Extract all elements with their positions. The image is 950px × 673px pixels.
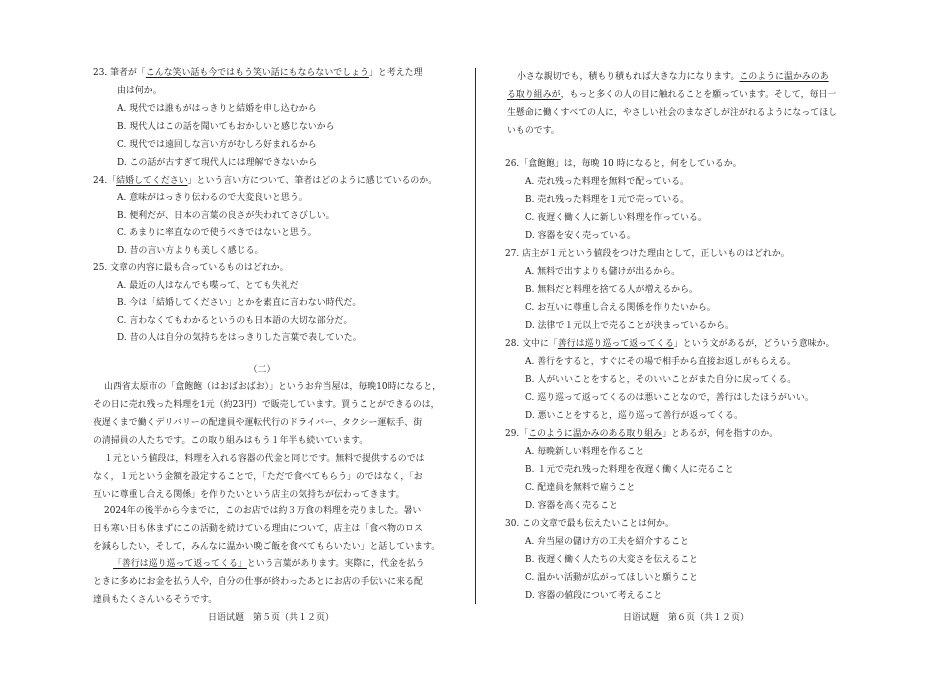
- passage-cont-line-1: 小さな親切でも，積もり積もれば大きな力になります。このように温かみのあ: [517, 72, 829, 82]
- question-29-quote: このように温かみのある取り組み: [528, 429, 663, 439]
- question-25-stem: 25. 文章の内容に最も合っているものはどれか。: [93, 263, 289, 273]
- question-29-option-a: A. 毎晩新しい料理を作ること: [525, 447, 645, 457]
- question-23-stem: 23. 筆者が「こんな笑い話も今ではもう笑い話にもならないでしょう」と考えた理: [93, 68, 423, 78]
- passage-cont-line-4: いものです。: [507, 126, 560, 136]
- question-30-option-c: C. 温かい活動が広がってほしいと願うこと: [525, 573, 698, 583]
- question-23-option-d: D. この話が古すぎて現代人には理解できないから: [117, 158, 318, 168]
- question-24-option-d: D. 昔の言い方よりも美しく感じる。: [117, 246, 264, 256]
- question-25-option-c: C. 言わなくてもわかるというのも日本語の大切な部分だ。: [117, 316, 353, 326]
- question-25-option-b: B. 今は「結婚してください」とかを素直に言わない時代だ。: [117, 298, 362, 308]
- question-25-option-d: D. 昔の人は自分の気持ちをはっきりした言葉で表していた。: [117, 333, 362, 343]
- passage-cont-line-2: る取り組みが，もっと多くの人の目に触れることを願っています。そして，毎日一: [507, 90, 837, 100]
- passage-line-13: 達員もたくさんいるそうです。: [93, 595, 218, 605]
- question-30-stem: 30. この文章で最も伝えたいことは何か。: [505, 519, 674, 529]
- question-29-stem: 29.「このように温かみのある取り組み」とあるが，何を指すのか。: [505, 429, 779, 439]
- question-24-option-c: C. あまりに率直なので使うべきではないと思う。: [117, 228, 317, 238]
- question-29-option-d: D. 容器を高く売ること: [525, 501, 618, 511]
- question-26-option-b: B. 売れ残った料理を１元で売っている。: [525, 195, 690, 205]
- question-23-option-c: C. 現代では遠回しな言い方がむしろ好まれるから: [117, 140, 317, 150]
- passage-line-7: 互いに尊重し合える関係」を作りたいという店主の気持ちが伝わってきます。: [93, 490, 405, 500]
- question-28-option-d: D. 悪いことをすると，巡り巡って善行が返ってくる。: [525, 411, 743, 421]
- passage-highlight-1: このように温かみのあ: [739, 72, 829, 82]
- question-27-option-d: D. 法律で１元以上で売ることが決まっているから。: [525, 321, 734, 331]
- question-28-option-b: B. 人がいいことをすると，そのいいことがまた自分に戻ってくる。: [525, 375, 797, 385]
- question-26-option-d: D. 容器を安く売っている。: [525, 231, 636, 241]
- question-29-option-b: B. １元で売れ残った料理を夜遅く働く人に売ること: [525, 465, 734, 475]
- passage-proverb: 「善行は巡り巡って返ってくる」: [113, 559, 247, 569]
- question-30-option-d: D. 容器の値段について考えること: [525, 591, 663, 601]
- question-27-option-a: A. 無料で出すよりも儲けが出るから。: [525, 267, 680, 277]
- passage-line-6: なく，１元という金額を設定することで，「ただで食べてもらう」のではなく，「お: [93, 472, 423, 482]
- question-24-quote: 結婚してください: [116, 176, 188, 186]
- question-30-option-b: B. 夜遅く働く人たちの大変さを伝えること: [525, 555, 698, 565]
- question-27-option-c: C. お互いに尊重し合える関係を作りたいから。: [525, 303, 716, 313]
- question-24-option-b: B. 便利だが、日本の言葉の良さが失われてさびしい。: [117, 211, 335, 221]
- page-footer-right: 日语试题 第６页（共１２页）: [623, 613, 750, 623]
- question-27-option-b: B. 無料だと料理を捨てる人が増えるから。: [525, 285, 698, 295]
- passage-line-12: ときに多めにお金を払う人や，自分の仕事が終わったあとにお店の手伝いに来る配: [93, 577, 423, 587]
- question-28-option-a: A. 善行をすると，すぐにその場で相手から直接お返しがもらえる。: [525, 357, 797, 367]
- question-26-stem: 26.「盒飽飽」は，毎晩 10 時になると，何をしているか。: [505, 159, 742, 169]
- question-30-option-a: A. 弁当屋の儲け方の工夫を紹介すること: [525, 537, 689, 547]
- passage-line-10: を減らしたい，そして，みんなに温かい晩ご飯を食べてもらいたい」と話しています。: [93, 542, 441, 552]
- passage-line-11: 「善行は巡り巡って返ってくる」という言葉があります。実際に，代金を払う: [113, 559, 425, 569]
- question-26-option-c: C. 夜遅く働く人に新しい料理を作っている。: [525, 213, 707, 223]
- passage-line-9: 日も寒い日も休まずにこの活動を続けている理由について，店主は「食べ物のロス: [93, 524, 423, 534]
- question-29-option-c: C. 配達員を無料で雇うこと: [525, 483, 636, 493]
- question-28-quote: 善行は巡り巡って返ってくる: [557, 339, 674, 349]
- question-28-option-c: C. 巡り巡って返ってくるのは悪いことなので，善行はしたほうがいい。: [525, 393, 814, 403]
- passage-highlight-2: る取り組みが: [507, 90, 561, 100]
- question-24-stem: 24.「結婚してください」という言い方について、筆者はどのように感じているのか。: [93, 176, 438, 186]
- question-28-stem: 28. 文中に「善行は巡り巡って返ってくる」という文があるが，どういう意味か。: [505, 339, 835, 349]
- passage-line-2: その日に売れ残った料理を1元（約23円）で販売しています。買うことができるのは，: [93, 400, 440, 410]
- passage-line-5: １元という値段は，料理を入れる容器の代金と同じです。無料で提供するのでは: [104, 454, 425, 464]
- question-23-option-a: A. 現代では誰もがはっきりと結婚を申し込むから: [117, 104, 317, 114]
- question-23-option-b: B. 現代人はこの話を聞いてもおかしいと感じないから: [117, 122, 335, 132]
- question-26-option-a: A. 売れ残った料理を無料で配っている。: [525, 177, 689, 187]
- passage-cont-line-3: 生懸命に働くすべての人に，やさしい社会のまなざしが注がれるようになってほし: [507, 108, 838, 118]
- page-footer-left: 日语试题 第５页（共１２页）: [208, 613, 335, 623]
- passage-line-3: 夜遅くまで働くデリバリーの配達員や運転代行のドライバー、タクシー運転手、街: [93, 418, 423, 428]
- question-23-stem-cont: 由は何か。: [117, 86, 162, 96]
- passage-line-4: の清掃員の人たちです。この取り組みはもう１年半も続いています。: [93, 436, 369, 446]
- question-23-quote: こんな笑い話も今ではもう笑い話にもならないでしょう: [145, 68, 369, 78]
- right-page: [477, 0, 950, 673]
- passage-line-1: 山西省太原市の「盒飽飽（はおばおばお）」というお弁当屋は，毎晩10時になると，: [104, 382, 442, 392]
- question-24-option-a: A. 意味がはっきり伝わるので大変良いと思う。: [117, 193, 308, 203]
- section-title: （二）: [248, 365, 276, 375]
- question-27-stem: 27. 店主が１元という値段をつけた理由として，正しいものはどれか。: [505, 249, 790, 259]
- passage-line-8: 2024年の後半から今までに，このお店では約３万食の料理を売りました。暑い: [104, 506, 422, 516]
- question-25-option-a: A. 最近の人はなんでも喋って、とても失礼だ: [117, 281, 299, 291]
